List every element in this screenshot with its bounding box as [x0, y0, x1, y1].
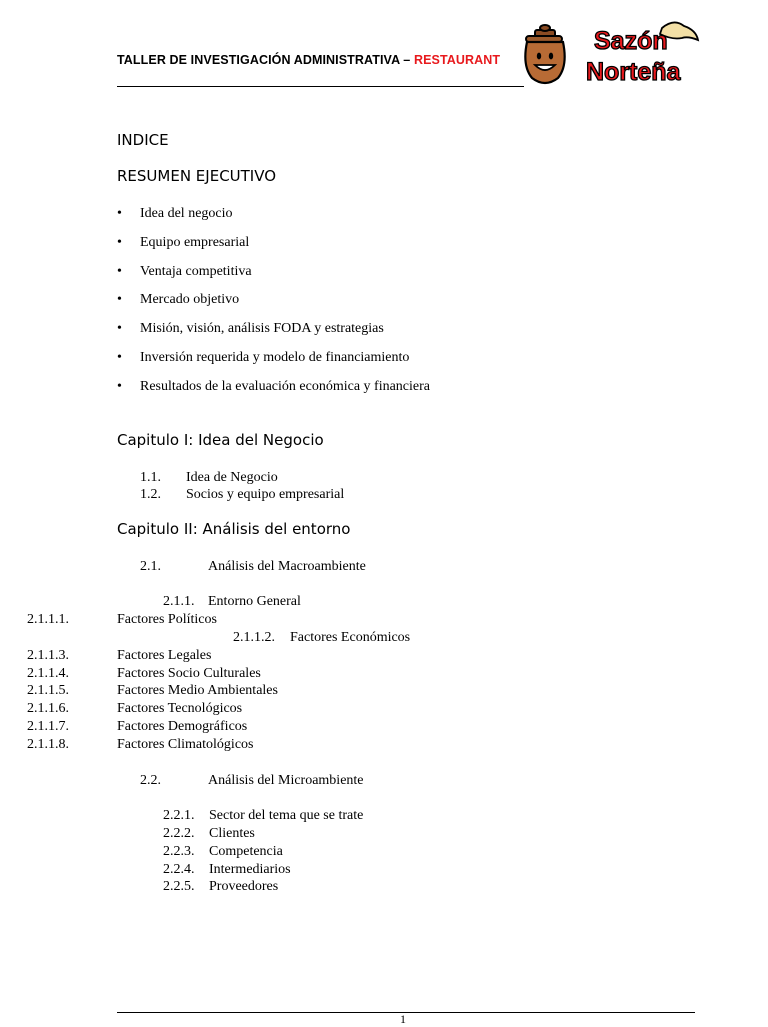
- toc-entry: Factores Políticos: [117, 612, 217, 627]
- list-item-text: Idea del negocio: [140, 206, 233, 221]
- chapter2-title: Capitulo II: Análisis del entorno: [117, 520, 351, 538]
- toc-number: 2.2.5.: [163, 879, 195, 894]
- toc-entry: Socios y equipo empresarial: [186, 487, 345, 502]
- header-rule: [117, 86, 524, 87]
- list-item-text: Ventaja competitiva: [140, 263, 252, 279]
- toc-number: 2.2.1.: [163, 808, 195, 823]
- toc-number: 2.1.1.4.: [27, 666, 69, 681]
- list-item: [117, 319, 677, 348]
- list-item: [117, 204, 677, 233]
- index-title: INDICE: [117, 131, 169, 149]
- toc-entry: Factores Medio Ambientales: [117, 683, 278, 698]
- footer-rule: [117, 1012, 695, 1013]
- toc-entry: Factores Climatológicos: [117, 737, 254, 752]
- toc-entry: Sector del tema que se trate: [209, 808, 364, 823]
- toc-number: 2.2.: [140, 773, 161, 788]
- list-item-text: Inversión requerida y modelo de financiamiento: [140, 349, 410, 365]
- toc-number: 2.1.1.1.: [27, 612, 69, 627]
- toc-entry: Entorno General: [208, 594, 301, 609]
- toc-number: 2.2.2.: [163, 826, 195, 841]
- toc-entry: Intermediarios: [209, 862, 291, 877]
- header-title: [117, 53, 500, 67]
- toc-entry: Factores Demográficos: [117, 719, 248, 734]
- toc-number: 2.1.1.8.: [27, 737, 69, 752]
- toc-number: 2.1.: [140, 559, 161, 574]
- bullet-icon: •: [117, 349, 122, 365]
- list-item-text: Mercado objetivo: [140, 292, 240, 308]
- toc-entry: Factores Legales: [117, 648, 212, 663]
- list-item: [117, 348, 677, 377]
- list-item-text: Misión, visión, análisis FODA y estrategias: [140, 321, 384, 337]
- summary-list: [117, 204, 677, 406]
- toc-entry: Idea de Negocio: [186, 470, 278, 485]
- toc-number: 2.1.1.: [163, 594, 195, 609]
- toc-number: 2.2.3.: [163, 844, 195, 859]
- toc-number: 2.1.1.5.: [27, 683, 69, 698]
- toc-entry: Factores Económicos: [290, 630, 411, 645]
- toc-number: 2.2.4.: [163, 862, 195, 877]
- bullet-icon: •: [117, 321, 122, 337]
- list-item: [117, 262, 677, 291]
- list-item: [117, 233, 677, 262]
- toc-entry: Factores Socio Culturales: [117, 666, 261, 681]
- bullet-icon: •: [117, 263, 122, 279]
- header-title-accent: RESTAURANT: [413, 53, 501, 67]
- logo-line2: Norteña: [586, 58, 681, 86]
- toc-entry: Proveedores: [209, 879, 279, 894]
- toc-number: 2.1.1.3.: [27, 648, 69, 663]
- toc-entry: Competencia: [209, 844, 283, 859]
- toc-entry: Clientes: [209, 826, 255, 841]
- list-item: [117, 290, 677, 319]
- list-item: [117, 377, 677, 406]
- header-title-text: TALLER DE INVESTIGACIÓN ADMINISTRATIVA –: [117, 53, 411, 67]
- bullet-icon: •: [117, 234, 122, 250]
- toc-entry: Análisis del Macroambiente: [208, 559, 366, 574]
- toc-number: 2.1.1.7.: [27, 719, 69, 734]
- toc-number: 1.2.: [140, 487, 161, 502]
- clay-pot-mascot-icon: [525, 25, 564, 83]
- toc-entry: Análisis del Microambiente: [208, 773, 364, 788]
- bullet-icon: •: [117, 378, 122, 394]
- toc-number: 1.1.: [140, 470, 161, 485]
- toc-number: 2.1.1.2.: [233, 630, 275, 645]
- toc-number: 2.1.1.6.: [27, 701, 69, 716]
- logo-line1: Sazón: [594, 27, 668, 55]
- chapter1-title: Capitulo I: Idea del Negocio: [117, 431, 324, 449]
- sazon-nortena-logo: [522, 16, 702, 90]
- toc-entry: Factores Tecnológicos: [117, 701, 243, 716]
- bullet-icon: •: [117, 206, 122, 221]
- bullet-icon: •: [117, 292, 122, 308]
- list-item-text: Resultados de la evaluación económica y financiera: [140, 378, 430, 394]
- summary-title: RESUMEN EJECUTIVO: [117, 167, 277, 185]
- page-number: 1: [400, 1012, 406, 1026]
- list-item-text: Equipo empresarial: [140, 234, 250, 250]
